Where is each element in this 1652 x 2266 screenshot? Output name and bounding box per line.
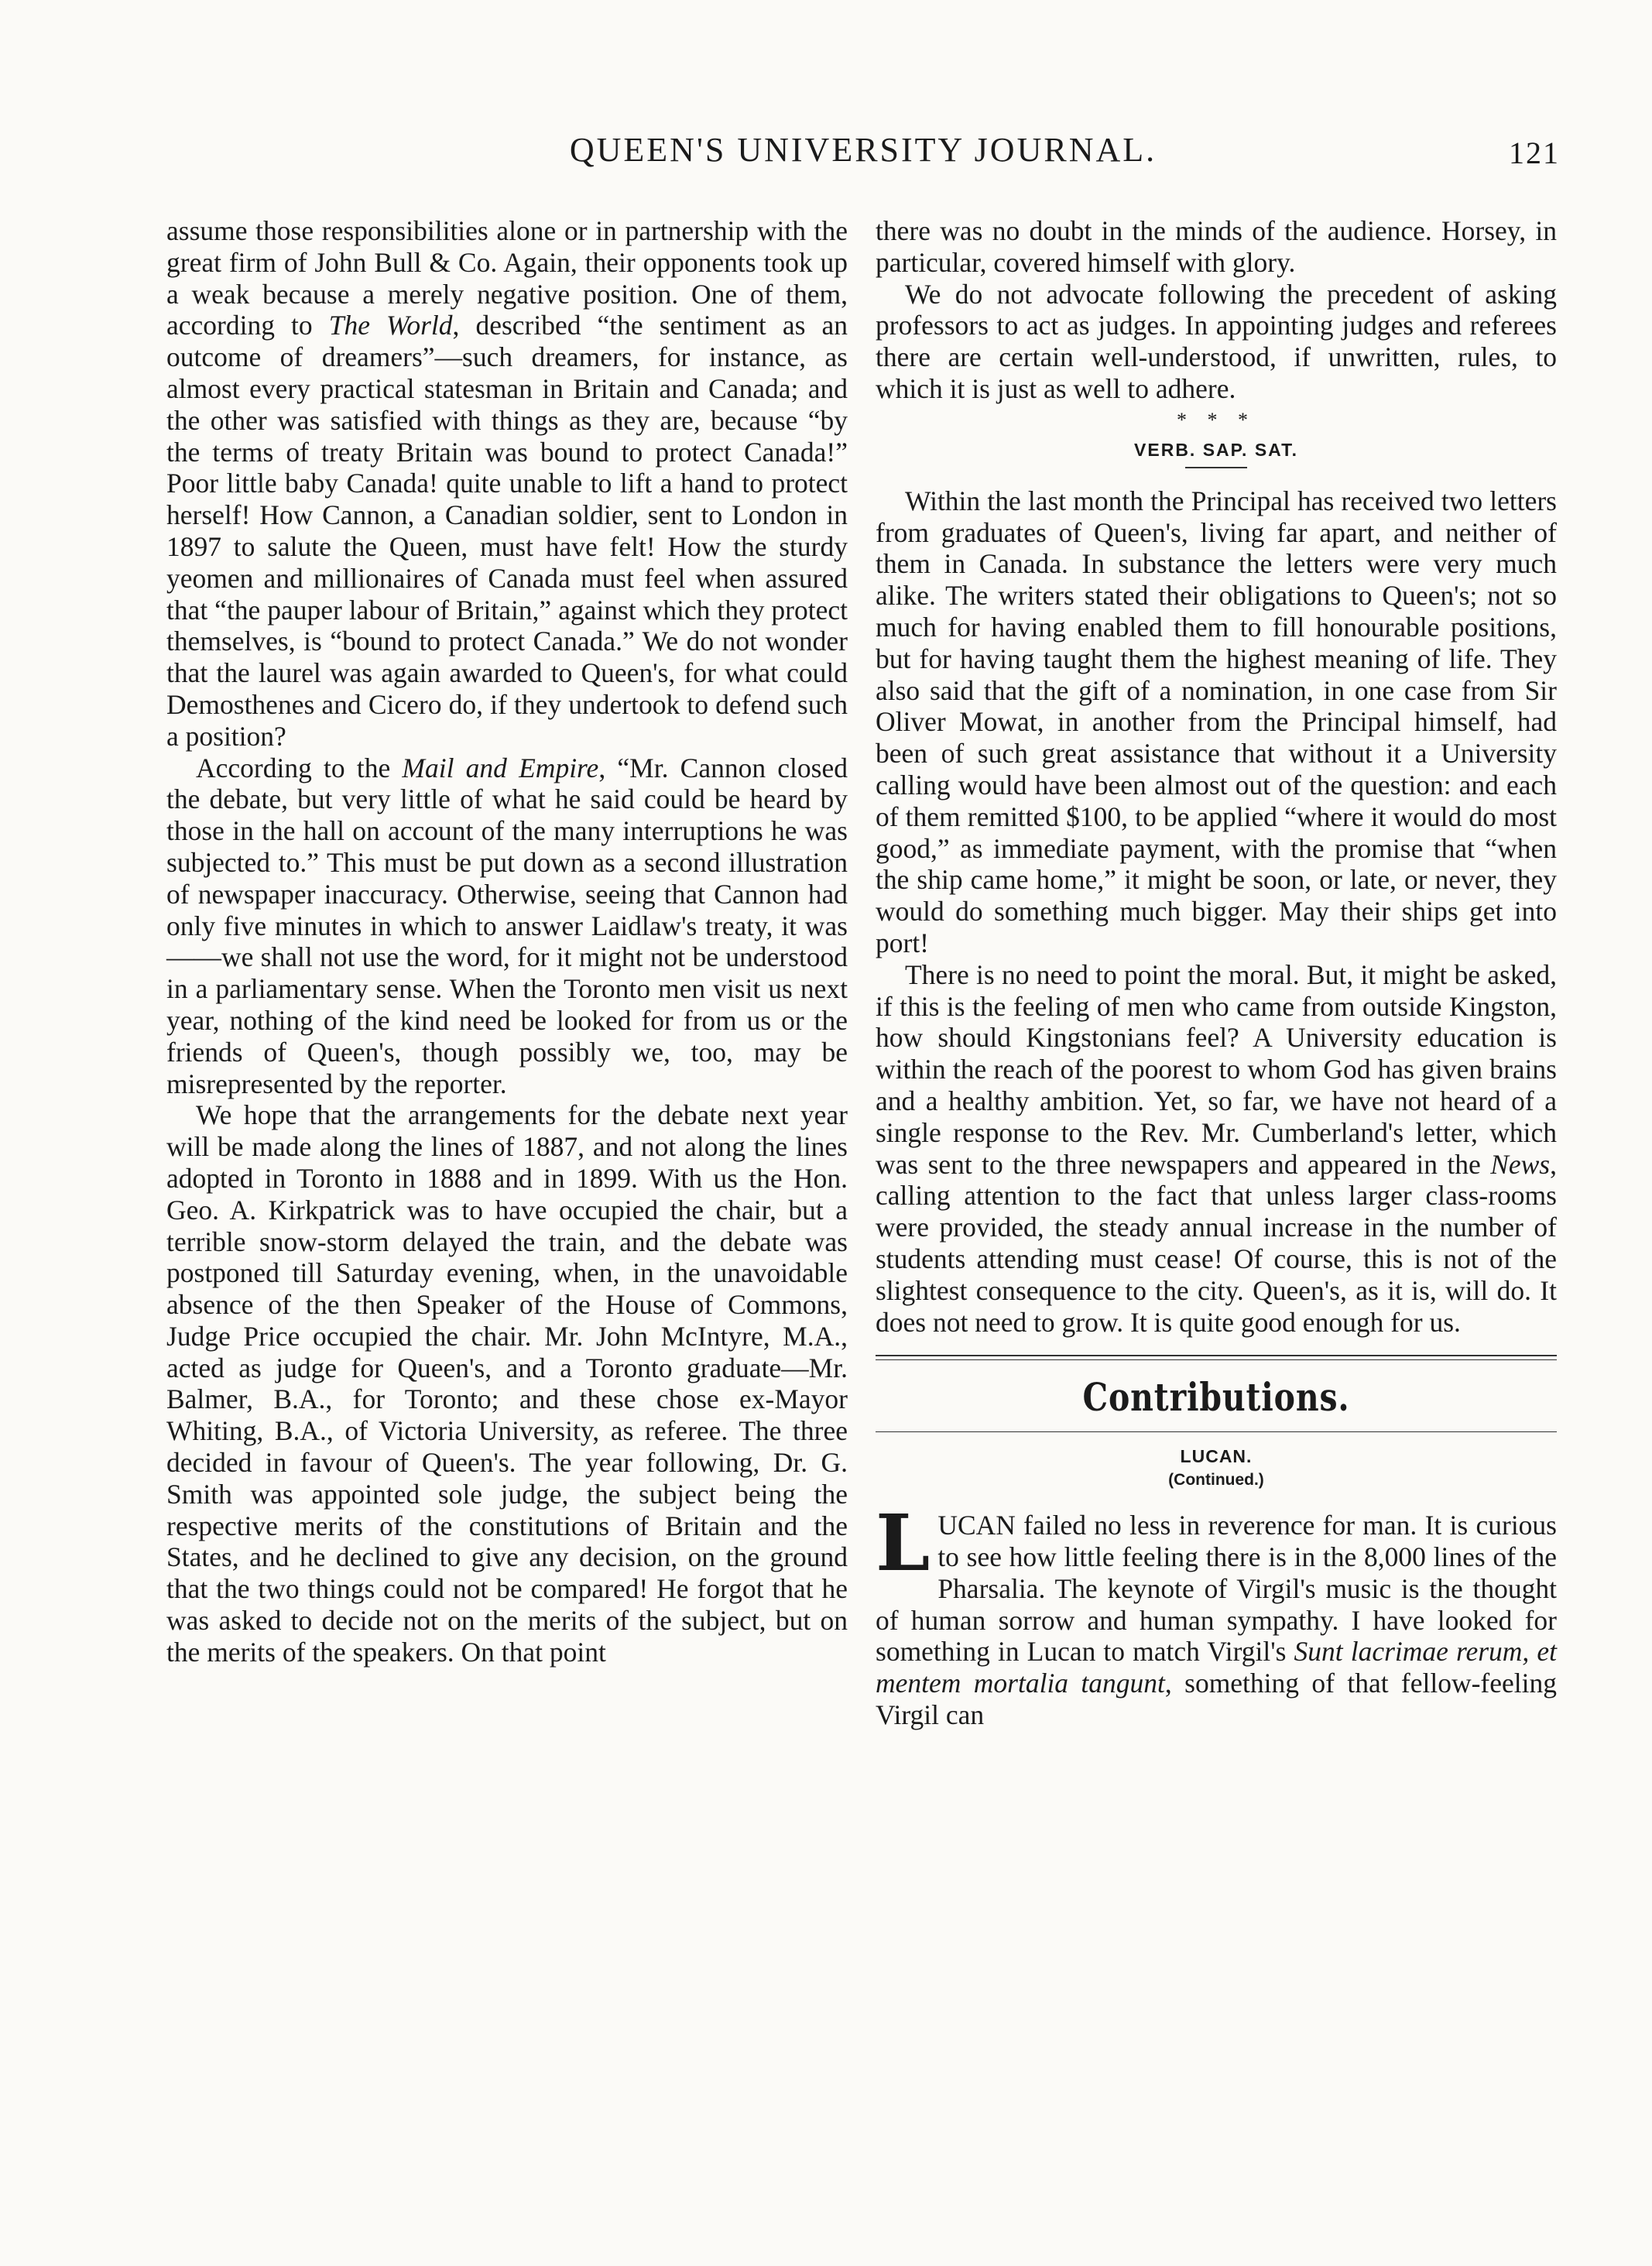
paragraph: We do not advocate following the precedent of asking professors to act as judges. In appointing judges and referees there are certain well-understood, if unwritten, rules, to which it is just as well to adhere. (876, 278, 1557, 404)
drop-cap: L (876, 1497, 931, 1589)
paragraph-text: According to the (196, 752, 403, 783)
article-title: LUCAN. (1180, 1446, 1253, 1467)
paragraph-text: There is no need to point the moral. But, it might be asked, if this is the feeling of men who came from outside Kingston, how should Kingstonians feel? A University education is within the reach of the poorest to whom God has given brains and a healthy ambition. Yet, so far, we have not heard of a single response to the Rev. Mr. Cumberland's letter, which was sent to the three newspapers and appeared in the (876, 958, 1557, 1180)
publication-title: The World (328, 310, 453, 341)
paragraph-text: , described “the sentiment as an outcome of dreamers”—such dreamers, for instance, as almost every practical statesman in Britain and Canada; and the other was satisfied with things as they are, because “by the terms of treaty Britain was bound to protect Canada!” Poor little baby Canada! quite unable to lift a hand to protect herself! How Cannon, a Canadian soldier, sent to London in 1897 to salute the Queen, must have felt! How the sturdy yeomen and millionaires of Canada must feel when assured that “the pauper labour of Britain,” against which they protect themselves, is “bound to protect Canada.” We do not wonder that the laurel was again awarded to Queen's, for what could Demosthenes and Cicero do, if they undertook to defend such a position? (166, 310, 848, 752)
paragraph (166, 215, 848, 752)
right-column (876, 215, 1557, 1731)
paragraph-text: , “Mr. Cannon closed the debate, but very little of what he said could be heard by those in the hall on account of the many interruptions he was subjected to.” This must be put down as a second illustration of newspaper inaccuracy. Otherwise, seeing that Cannon had only five minutes in which to answer Laidlaw's treaty, it was——we shall not use the word, for it might not be understood in a parliamentary sense. When the Toronto men visit us next year, nothing of the kind need be looked for from us or the friends of Queen's, though possibly we, too, may be misrepresented by the reporter. (166, 752, 848, 1099)
paragraph-text: , something of that fellow-feeling Virgil can (876, 1668, 1557, 1731)
double-rule (876, 1355, 1557, 1360)
paragraph: there was no doubt in the minds of the audience. Horsey, in particular, covered himself with glory. (876, 215, 1557, 278)
paragraph-text: , calling attention to the fact that unless larger class-rooms were provided, the steady annual increase in the number of students attending must cease! Of course, this is not of the slightest consequence to the city. Queen's, as it is, will do. It does not need to grow. It is quite good enough for us. (876, 1148, 1557, 1338)
paragraph (166, 752, 848, 1100)
section-banner: Contributions. (1082, 1374, 1350, 1421)
paragraph: Within the last month the Principal has received two letters from graduates of Queen's, living far apart, and neither of them in Canada. In substance the letters were very much alike. The writers stated their obligations to Queen's; not so much for having enabled them to fill honourable positions, but for having taught them the highest meaning of life. They also said that the gift of a nomination, in one case from Sir Oliver Mowat, in another from the Principal himself, had been of such great assistance that without it a University calling would have been almost out of the question: and each of them remitted $100, to be applied “where it would do most good,” as immediate payment, with the promise that “when the ship came home,” it might be soon, or late, or never, they would do something much bigger. May their ships get into port! (876, 485, 1557, 958)
section-ornament: * * * (1177, 408, 1256, 431)
article-subtitle: (Continued.) (1168, 1471, 1264, 1490)
paragraph-text: assume those responsibilities alone or in partnership with the great firm of John Bull & Co. Again, their opponents took up a weak because a merely negative position. One of them, according to (166, 215, 848, 341)
rule (876, 1431, 1557, 1432)
paragraph (876, 1497, 1557, 1731)
publication-title: News (1490, 1148, 1551, 1180)
paragraph (876, 959, 1557, 1339)
publication-title: Mail and Empire (402, 752, 599, 783)
latin-quote: Sunt lacrimae rerum, et mentem mortalia tangunt (876, 1636, 1557, 1699)
short-rule (1185, 467, 1247, 468)
paragraph: We hope that the arrangements for the debate next year will be made along the lines of 1887, and not along the lines adopted in Toronto in 1888 and in 1899. With us the Hon. Geo. A. Kirkpatrick was to have occupied the chair, but a terrible snow-storm delayed the train, and the debate was postponed till Saturday evening, when, in the unavoidable absence of the then Speaker of the House of Commons, Judge Price occupied the chair. Mr. John McIntyre, M.A., acted as judge for Queen's, and a Toronto graduate—Mr. Balmer, B.A., for Toronto; and these chose ex-Mayor Whiting, B.A., of Victoria University, as referee. The three decided in favour of Queen's. The year following, Dr. G. Smith was appointed sole judge, the subject being the respective merits of the constitutions of Britain and the States, and he declined to give any decision, on the ground that the two things could not be compared! He forgot that he was asked to decide not on the merits of the subject, but on the merits of the speakers. On that point (166, 1099, 848, 1668)
section-heading: VERB. SAP. SAT. (1134, 439, 1298, 460)
page-number: 121 (1509, 135, 1560, 170)
paragraph-text: UCAN failed no less in reverence for man. It is curious to see how little feeling there is in the 8,000 lines of the Pharsalia. The keynote of Virgil's music is the thought of human sorrow and human sympathy. I have looked for something in Lucan to match Virgil's (876, 1510, 1557, 1668)
running-title: QUEEN'S UNIVERSITY JOURNAL. (569, 131, 1157, 169)
left-column (166, 215, 848, 1668)
page-header (166, 130, 1560, 177)
